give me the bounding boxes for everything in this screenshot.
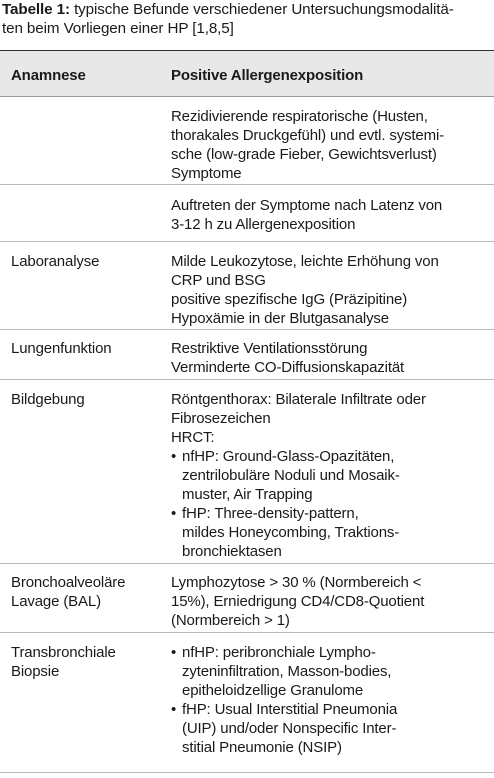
row-label-line: Lungenfunktion [11, 340, 112, 357]
row-label-line: Biopsie [11, 663, 60, 680]
row-label-line: Lavage (BAL) [11, 593, 101, 610]
row-content-cell [171, 564, 494, 632]
bullet-line: • nfHP: Ground-Glass-Opazitäten, [182, 448, 395, 465]
row-label-line: Bildgebung [11, 391, 85, 408]
row-content-cell [171, 242, 494, 329]
row-content-line: Röntgenthorax: Bilaterale Infiltrate oder [171, 391, 426, 408]
row-content-line: Fibrosezeichen [171, 410, 271, 427]
table-row [0, 380, 494, 564]
table-row [0, 185, 494, 242]
bullet-line: • nfHP: peribronchiale Lympho- [182, 644, 376, 661]
table-header-row [0, 51, 494, 97]
row-content-cell [171, 330, 494, 379]
table-caption [2, 0, 490, 38]
caption-text-line-1: typische Befunde verschiedener Untersuchungsmodalitä- [74, 1, 454, 18]
row-content-cell [171, 97, 494, 184]
row-label-cell [0, 380, 171, 563]
row-label-cell [0, 330, 171, 379]
table-body [0, 97, 494, 773]
bullet-item [171, 447, 484, 504]
row-label-line: Laboranalyse [11, 253, 100, 270]
row-label-cell [0, 633, 171, 772]
row-content-line: 15%), Erniedrigung CD4/CD8-Quotient [171, 593, 425, 610]
table-row [0, 97, 494, 185]
bullet-line: • fHP: Usual Interstitial Pneumonia [182, 701, 398, 718]
row-content-cell [171, 633, 494, 772]
row-content-line: Lymphozytose > 30 % (Normbereich < [171, 574, 422, 591]
findings-table [0, 50, 494, 773]
row-content-line: Milde Leukozytose, leichte Erhöhung von [171, 253, 439, 270]
row-label-cell [0, 564, 171, 632]
bullet-item [171, 643, 484, 700]
bullet-line: muster, Air Trapping [182, 486, 313, 503]
bullet-line: zentrilobuläre Noduli und Mosaik- [182, 467, 400, 484]
row-label-line: Bronchoalveoläre [11, 574, 126, 591]
row-content-line: CRP und BSG [171, 272, 266, 289]
bullet-item [171, 700, 484, 757]
caption-label: Tabelle 1: [2, 1, 70, 18]
bullet-line: (UIP) und/oder Nonspecific Inter- [182, 720, 397, 737]
table-row [0, 330, 494, 380]
row-content-cell [171, 185, 494, 241]
row-content-line: Rezidivierende respiratorische (Husten, [171, 108, 428, 125]
bullet-line: epitheloidzellige Granulome [182, 682, 364, 699]
row-content-line: sche (low-grade Fieber, Gewichtsverlust) [171, 146, 437, 163]
row-content-line: Hypoxämie in der Blutgasanalyse [171, 310, 389, 327]
caption-text-line-2: ten beim Vorliegen einer HP [1,8,5] [2, 20, 234, 37]
row-content-line: thorakales Druckgefühl) und evtl. systemi- [171, 127, 444, 144]
row-label-cell [0, 185, 171, 241]
row-content-line: HRCT: [171, 429, 215, 446]
row-content-line: Auftreten der Symptome nach Latenz von [171, 197, 443, 214]
row-content-line: 3-12 h zu Allergenexposition [171, 216, 356, 233]
row-content-line: Restriktive Ventilationsstörung [171, 340, 368, 357]
row-content-cell [171, 380, 494, 563]
row-content-line: Symptome [171, 165, 242, 182]
header-anamnese: Anamnese [11, 67, 86, 84]
bullet-line: bronchiektasen [182, 543, 282, 560]
table-row [0, 564, 494, 633]
table-row [0, 633, 494, 773]
bullet-line: mildes Honeycombing, Traktions- [182, 524, 400, 541]
bullet-item [171, 504, 484, 561]
bullet-line: zyteninfiltration, Masson-bodies, [182, 663, 392, 680]
row-label-line: Transbronchiale [11, 644, 116, 661]
bullet-line: stitial Pneumonie (NSIP) [182, 739, 342, 756]
row-label-cell [0, 97, 171, 184]
row-content-line: Verminderte CO-Diffusionskapazität [171, 359, 405, 376]
row-content-line: positive spezifische IgG (Präzipitine) [171, 291, 408, 308]
header-positive-allergenexposition: Positive Allergenexposition [171, 67, 364, 84]
row-content-line: (Normbereich > 1) [171, 612, 290, 629]
bullet-line: • fHP: Three-density-pattern, [182, 505, 359, 522]
table-row [0, 242, 494, 330]
row-label-cell [0, 242, 171, 329]
